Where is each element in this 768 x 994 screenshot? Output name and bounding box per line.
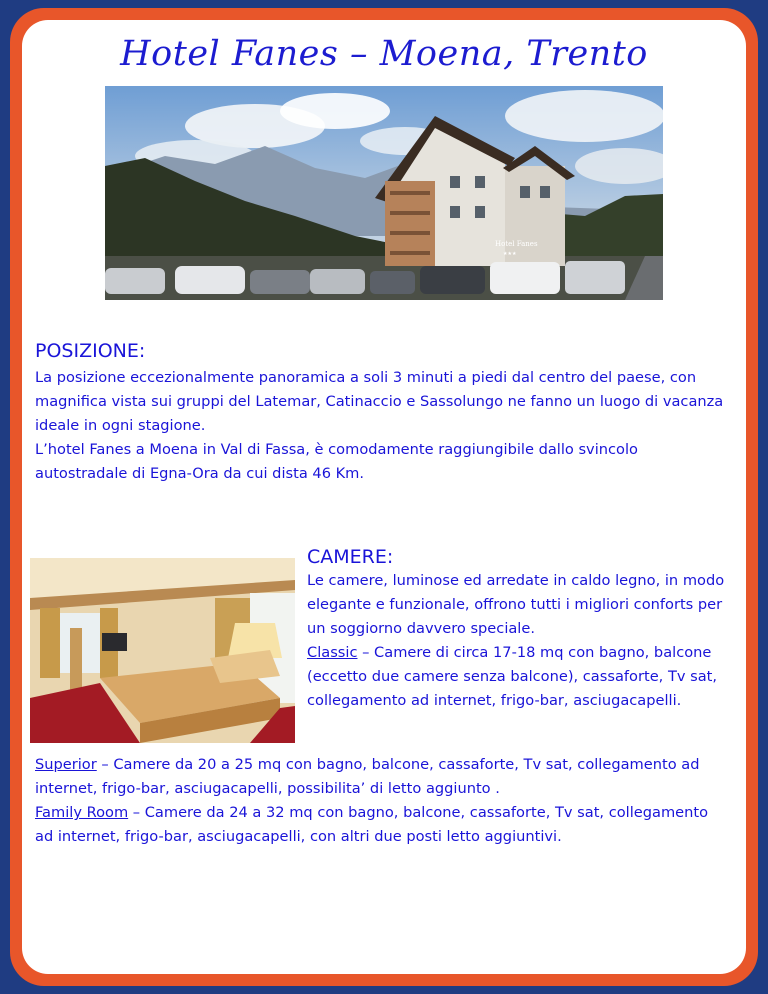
camere-heading: CAMERE: bbox=[307, 546, 394, 568]
classic-label: Classic bbox=[307, 644, 358, 661]
classic-text: – Camere di circa 17-18 mq con bagno, balcone (eccetto due camere senza balcone), cassaforte, Tv sat, collegamento ad internet, frigo-bar, asciugacapelli. bbox=[307, 644, 718, 709]
family-description bbox=[35, 801, 725, 849]
superior-label: Superior bbox=[35, 756, 97, 773]
family-label: Family Room bbox=[35, 804, 129, 821]
family-text: – Camere da 24 a 32 mq con bagno, balcone, cassaforte, Tv sat, collegamento ad internet, frigo-bar, asciugacapelli, con altri due posti letto aggiuntivi. bbox=[35, 804, 709, 845]
page-title: Hotel Fanes – Moena, Trento bbox=[120, 34, 648, 74]
hotel-sign-stars: ★★★ bbox=[503, 251, 517, 257]
posizione-paragraph-1: La posizione eccezionalmente panoramica a soli 3 minuti a piedi dal centro del paese, con magnifica vista sui gruppi del Latemar, Catinaccio e Sassolungo ne fanno un luogo di vacanza ideale in ogni stagione. bbox=[35, 369, 724, 434]
posizione-text bbox=[35, 366, 725, 486]
superior-description bbox=[35, 753, 725, 801]
hotel-sign-name: Hotel Fanes bbox=[495, 240, 538, 248]
superior-text: – Camere da 20 a 25 mq con bagno, balcone, cassaforte, Tv sat, collegamento ad internet, frigo-bar, asciugacapelli, possibilita’ di letto aggiunto . bbox=[35, 756, 700, 797]
hotel-exterior-photo bbox=[105, 86, 663, 300]
room-photo bbox=[30, 558, 295, 743]
room-types-text bbox=[35, 753, 725, 849]
posizione-paragraph-2: L’hotel Fanes a Moena in Val di Fassa, è comodamente raggiungibile dallo svincolo autostradale di Egna-Ora da cui dista 46 Km. bbox=[35, 441, 638, 482]
camere-intro: Le camere, luminose ed arredate in caldo legno, in modo elegante e funzionale, offrono tutti i migliori conforts per un soggiorno davvero speciale. bbox=[307, 572, 725, 637]
posizione-heading: POSIZIONE: bbox=[35, 340, 146, 362]
camere-text bbox=[307, 569, 732, 713]
classic-description bbox=[307, 641, 732, 713]
